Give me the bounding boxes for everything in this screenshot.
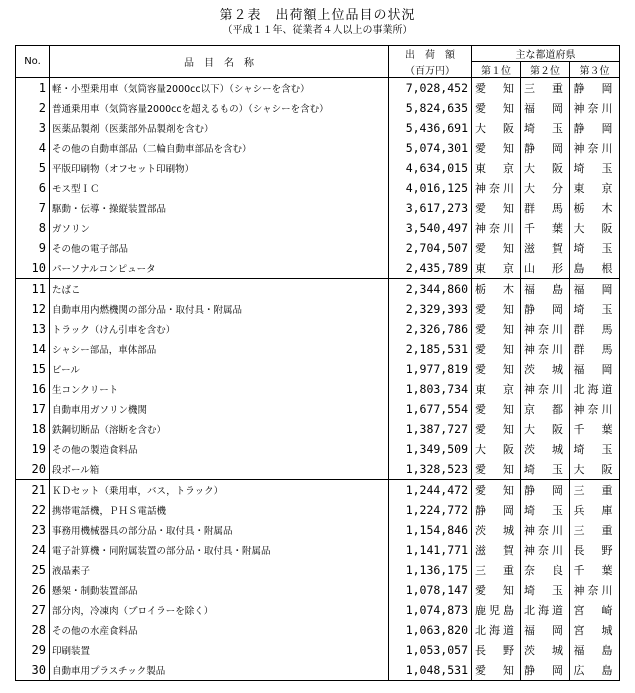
row-no: 12 xyxy=(16,299,50,319)
row-pref-2: 奈 良 xyxy=(521,560,570,580)
row-pref-1: 愛 知 xyxy=(472,459,521,480)
table-row xyxy=(16,98,620,118)
row-pref-2: 静 岡 xyxy=(521,480,570,501)
table-row xyxy=(16,660,620,681)
page-title: 第２表 出荷額上位品目の状況 xyxy=(219,8,416,23)
table-row xyxy=(16,218,620,238)
row-pref-3: 広 島 xyxy=(570,660,620,681)
row-pref-1: 愛 知 xyxy=(472,299,521,319)
row-pref-1: 滋 賀 xyxy=(472,540,521,560)
row-no: 18 xyxy=(16,419,50,439)
row-no: 28 xyxy=(16,620,50,640)
row-pref-1: 愛 知 xyxy=(472,419,521,439)
row-amount: 1,977,819 xyxy=(389,359,472,379)
row-pref-3: 福 島 xyxy=(570,640,620,660)
row-pref-3: 群 馬 xyxy=(570,319,620,339)
table-row xyxy=(16,158,620,178)
row-item-name: モス型ＩＣ xyxy=(50,178,389,198)
row-item-name: その他の電子部品 xyxy=(50,238,389,258)
row-pref-2: 福 島 xyxy=(521,279,570,300)
row-no: 21 xyxy=(16,480,50,501)
row-pref-1: 三 重 xyxy=(472,560,521,580)
row-pref-3: 千 葉 xyxy=(570,419,620,439)
row-no: 9 xyxy=(16,238,50,258)
row-pref-2: 静 岡 xyxy=(521,299,570,319)
row-no: 7 xyxy=(16,198,50,218)
row-amount: 1,063,820 xyxy=(389,620,472,640)
row-pref-2: 茨 城 xyxy=(521,359,570,379)
row-pref-2: 神奈川 xyxy=(521,319,570,339)
row-pref-2: 神奈川 xyxy=(521,339,570,359)
table-row xyxy=(16,78,620,99)
header-rank1: 第１位 xyxy=(472,62,521,78)
row-pref-2: 千 葉 xyxy=(521,218,570,238)
row-pref-2: 静 岡 xyxy=(521,138,570,158)
row-no: 29 xyxy=(16,640,50,660)
row-no: 17 xyxy=(16,399,50,419)
row-item-name: パーソナルコンピュータ xyxy=(50,258,389,279)
row-pref-3: 群 馬 xyxy=(570,339,620,359)
table-row xyxy=(16,600,620,620)
row-pref-3: 大 阪 xyxy=(570,218,620,238)
row-amount: 1,387,727 xyxy=(389,419,472,439)
table-row xyxy=(16,620,620,640)
row-item-name: その他の製造食料品 xyxy=(50,439,389,459)
row-pref-1: 静 岡 xyxy=(472,500,521,520)
row-pref-2: 山 形 xyxy=(521,258,570,279)
row-pref-3: 北海道 xyxy=(570,379,620,399)
row-pref-3: 三 重 xyxy=(570,480,620,501)
row-pref-3: 神奈川 xyxy=(570,399,620,419)
row-pref-2: 神奈川 xyxy=(521,540,570,560)
table-row xyxy=(16,279,620,300)
row-pref-2: 福 岡 xyxy=(521,98,570,118)
row-item-name: 鉄鋼切断品（溶断を含む） xyxy=(50,419,389,439)
row-pref-3: 埼 玉 xyxy=(570,299,620,319)
table-row xyxy=(16,299,620,319)
row-pref-2: 北海道 xyxy=(521,600,570,620)
row-amount: 2,435,789 xyxy=(389,258,472,279)
row-pref-3: 兵 庫 xyxy=(570,500,620,520)
row-item-name: 部分肉，冷凍肉（ブロイラーを除く） xyxy=(50,600,389,620)
row-no: 27 xyxy=(16,600,50,620)
row-pref-3: 栃 木 xyxy=(570,198,620,218)
row-amount: 7,028,452 xyxy=(389,78,472,99)
row-no: 22 xyxy=(16,500,50,520)
row-no: 4 xyxy=(16,138,50,158)
row-pref-1: 栃 木 xyxy=(472,279,521,300)
table-row xyxy=(16,198,620,218)
table-row xyxy=(16,118,620,138)
row-pref-3: 埼 玉 xyxy=(570,439,620,459)
page-subtitle: （平成１１年、従業者４人以上の事業所） xyxy=(222,25,413,36)
row-pref-1: 愛 知 xyxy=(472,98,521,118)
row-item-name: その他の自動車部品（二輪自動車部品を含む） xyxy=(50,138,389,158)
table-row xyxy=(16,540,620,560)
row-pref-1: 神奈川 xyxy=(472,218,521,238)
row-no: 16 xyxy=(16,379,50,399)
row-amount: 1,677,554 xyxy=(389,399,472,419)
table-row xyxy=(16,238,620,258)
row-item-name: 懸架・制動装置部品 xyxy=(50,580,389,600)
row-no: 2 xyxy=(16,98,50,118)
table-row xyxy=(16,379,620,399)
row-amount: 1,141,771 xyxy=(389,540,472,560)
row-item-name: 段ボール箱 xyxy=(50,459,389,480)
row-amount: 2,326,786 xyxy=(389,319,472,339)
row-pref-1: 東 京 xyxy=(472,158,521,178)
row-amount: 1,078,147 xyxy=(389,580,472,600)
table-row xyxy=(16,459,620,480)
row-pref-3: 千 葉 xyxy=(570,560,620,580)
row-item-name: たばこ xyxy=(50,279,389,300)
row-pref-3: 神奈川 xyxy=(570,138,620,158)
row-pref-3: 神奈川 xyxy=(570,580,620,600)
row-pref-3: 三 重 xyxy=(570,520,620,540)
row-amount: 2,344,860 xyxy=(389,279,472,300)
row-item-name: 医薬品製剤（医薬部外品製剤を含む） xyxy=(50,118,389,138)
table-row xyxy=(16,500,620,520)
row-pref-3: 島 根 xyxy=(570,258,620,279)
row-amount: 5,074,301 xyxy=(389,138,472,158)
row-no: 8 xyxy=(16,218,50,238)
row-pref-1: 愛 知 xyxy=(472,198,521,218)
row-pref-2: 福 岡 xyxy=(521,620,570,640)
row-item-name: 自動車用ガソリン機関 xyxy=(50,399,389,419)
row-pref-2: 神奈川 xyxy=(521,520,570,540)
row-no: 5 xyxy=(16,158,50,178)
row-pref-2: 大 阪 xyxy=(521,158,570,178)
table-row xyxy=(16,319,620,339)
row-amount: 1,053,057 xyxy=(389,640,472,660)
row-pref-1: 愛 知 xyxy=(472,319,521,339)
row-no: 3 xyxy=(16,118,50,138)
row-no: 20 xyxy=(16,459,50,480)
row-amount: 1,154,846 xyxy=(389,520,472,540)
row-pref-1: 東 京 xyxy=(472,258,521,279)
row-pref-2: 滋 賀 xyxy=(521,238,570,258)
header-rank2: 第２位 xyxy=(521,62,570,78)
row-amount: 1,048,531 xyxy=(389,660,472,681)
row-item-name: 自動車用内燃機関の部分品・取付具・附属品 xyxy=(50,299,389,319)
row-amount: 3,540,497 xyxy=(389,218,472,238)
shipment-table xyxy=(15,45,620,681)
row-item-name: 生コンクリート xyxy=(50,379,389,399)
row-amount: 1,136,175 xyxy=(389,560,472,580)
table-row xyxy=(16,580,620,600)
row-pref-2: 大 分 xyxy=(521,178,570,198)
row-no: 13 xyxy=(16,319,50,339)
row-pref-1: 愛 知 xyxy=(472,660,521,681)
row-pref-3: 東 京 xyxy=(570,178,620,198)
row-item-name: 自動車用プラスチック製品 xyxy=(50,660,389,681)
table-row xyxy=(16,439,620,459)
row-no: 30 xyxy=(16,660,50,681)
row-pref-2: 群 馬 xyxy=(521,198,570,218)
table-row xyxy=(16,640,620,660)
row-amount: 5,436,691 xyxy=(389,118,472,138)
row-no: 19 xyxy=(16,439,50,459)
row-pref-1: 愛 知 xyxy=(472,480,521,501)
row-pref-1: 愛 知 xyxy=(472,359,521,379)
row-pref-3: 静 岡 xyxy=(570,78,620,99)
row-item-name: 平版印刷物（オフセット印刷物） xyxy=(50,158,389,178)
row-pref-2: 埼 玉 xyxy=(521,500,570,520)
table-row xyxy=(16,359,620,379)
row-pref-3: 長 野 xyxy=(570,540,620,560)
row-pref-1: 愛 知 xyxy=(472,580,521,600)
row-pref-3: 宮 崎 xyxy=(570,600,620,620)
header-prefectures: 主な都道府県 xyxy=(472,46,620,62)
row-pref-2: 埼 玉 xyxy=(521,118,570,138)
row-no: 6 xyxy=(16,178,50,198)
row-pref-3: 大 阪 xyxy=(570,459,620,480)
row-pref-3: 静 岡 xyxy=(570,118,620,138)
row-item-name: 事務用機械器具の部分品・取付具・附属品 xyxy=(50,520,389,540)
row-item-name: トラック（けん引車を含む） xyxy=(50,319,389,339)
table-row xyxy=(16,399,620,419)
row-amount: 1,349,509 xyxy=(389,439,472,459)
row-pref-1: 大 阪 xyxy=(472,439,521,459)
table-row xyxy=(16,480,620,501)
header-rank3: 第３位 xyxy=(570,62,620,78)
row-pref-3: 埼 玉 xyxy=(570,238,620,258)
row-item-name: シャシー部品，車体部品 xyxy=(50,339,389,359)
row-amount: 3,617,273 xyxy=(389,198,472,218)
row-amount: 1,328,523 xyxy=(389,459,472,480)
row-no: 15 xyxy=(16,359,50,379)
row-pref-3: 神奈川 xyxy=(570,98,620,118)
row-item-name: 駆動・伝導・操縦装置部品 xyxy=(50,198,389,218)
row-item-name: ビール xyxy=(50,359,389,379)
row-pref-2: 茨 城 xyxy=(521,640,570,660)
row-amount: 2,185,531 xyxy=(389,339,472,359)
row-item-name: 印刷装置 xyxy=(50,640,389,660)
row-item-name: ＫＤセット（乗用車，バス，トラック） xyxy=(50,480,389,501)
table-row xyxy=(16,419,620,439)
row-pref-1: 愛 知 xyxy=(472,238,521,258)
table-row xyxy=(16,339,620,359)
table-row xyxy=(16,560,620,580)
row-pref-1: 愛 知 xyxy=(472,339,521,359)
row-pref-2: 京 都 xyxy=(521,399,570,419)
row-pref-3: 埼 玉 xyxy=(570,158,620,178)
row-no: 10 xyxy=(16,258,50,279)
row-no: 24 xyxy=(16,540,50,560)
row-pref-1: 茨 城 xyxy=(472,520,521,540)
header-amount: 出 荷 額 xyxy=(389,46,472,62)
row-no: 26 xyxy=(16,580,50,600)
row-pref-1: 鹿児島 xyxy=(472,600,521,620)
row-item-name: 携帯電話機，ＰＨＳ電話機 xyxy=(50,500,389,520)
row-amount: 1,074,873 xyxy=(389,600,472,620)
row-item-name: その他の水産食料品 xyxy=(50,620,389,640)
row-amount: 4,634,015 xyxy=(389,158,472,178)
row-pref-1: 神奈川 xyxy=(472,178,521,198)
table-row xyxy=(16,178,620,198)
row-no: 11 xyxy=(16,279,50,300)
row-item-name: 普通乗用車（気筒容量2000ccを超えるもの）（シャシーを含む） xyxy=(50,98,389,118)
row-no: 14 xyxy=(16,339,50,359)
row-pref-2: 大 阪 xyxy=(521,419,570,439)
row-no: 25 xyxy=(16,560,50,580)
row-amount: 1,224,772 xyxy=(389,500,472,520)
row-item-name: ガソリン xyxy=(50,218,389,238)
row-amount: 4,016,125 xyxy=(389,178,472,198)
row-amount: 1,244,472 xyxy=(389,480,472,501)
row-amount: 2,704,507 xyxy=(389,238,472,258)
row-item-name: 液晶素子 xyxy=(50,560,389,580)
row-pref-1: 愛 知 xyxy=(472,78,521,99)
row-pref-3: 福 岡 xyxy=(570,279,620,300)
row-pref-2: 埼 玉 xyxy=(521,580,570,600)
row-pref-3: 福 岡 xyxy=(570,359,620,379)
table-row xyxy=(16,258,620,279)
row-amount: 2,329,393 xyxy=(389,299,472,319)
row-pref-3: 宮 城 xyxy=(570,620,620,640)
row-pref-2: 神奈川 xyxy=(521,379,570,399)
row-pref-2: 茨 城 xyxy=(521,439,570,459)
row-pref-1: 愛 知 xyxy=(472,399,521,419)
row-pref-1: 愛 知 xyxy=(472,138,521,158)
row-no: 23 xyxy=(16,520,50,540)
header-item: 品 目 名 称 xyxy=(50,46,389,78)
row-pref-2: 静 岡 xyxy=(521,660,570,681)
header-amount-unit: （百万円） xyxy=(389,62,472,78)
table-row xyxy=(16,138,620,158)
row-no: 1 xyxy=(16,78,50,99)
row-pref-1: 長 野 xyxy=(472,640,521,660)
row-pref-2: 埼 玉 xyxy=(521,459,570,480)
row-pref-2: 三 重 xyxy=(521,78,570,99)
row-amount: 1,803,734 xyxy=(389,379,472,399)
row-pref-1: 北海道 xyxy=(472,620,521,640)
row-pref-1: 東 京 xyxy=(472,379,521,399)
table-row xyxy=(16,520,620,540)
header-no: No. xyxy=(16,46,50,78)
row-item-name: 軽・小型乗用車（気筒容量2000cc以下）（シャシーを含む） xyxy=(50,78,389,99)
row-amount: 5,824,635 xyxy=(389,98,472,118)
row-item-name: 電子計算機・同附属装置の部分品・取付具・附属品 xyxy=(50,540,389,560)
row-pref-1: 大 阪 xyxy=(472,118,521,138)
